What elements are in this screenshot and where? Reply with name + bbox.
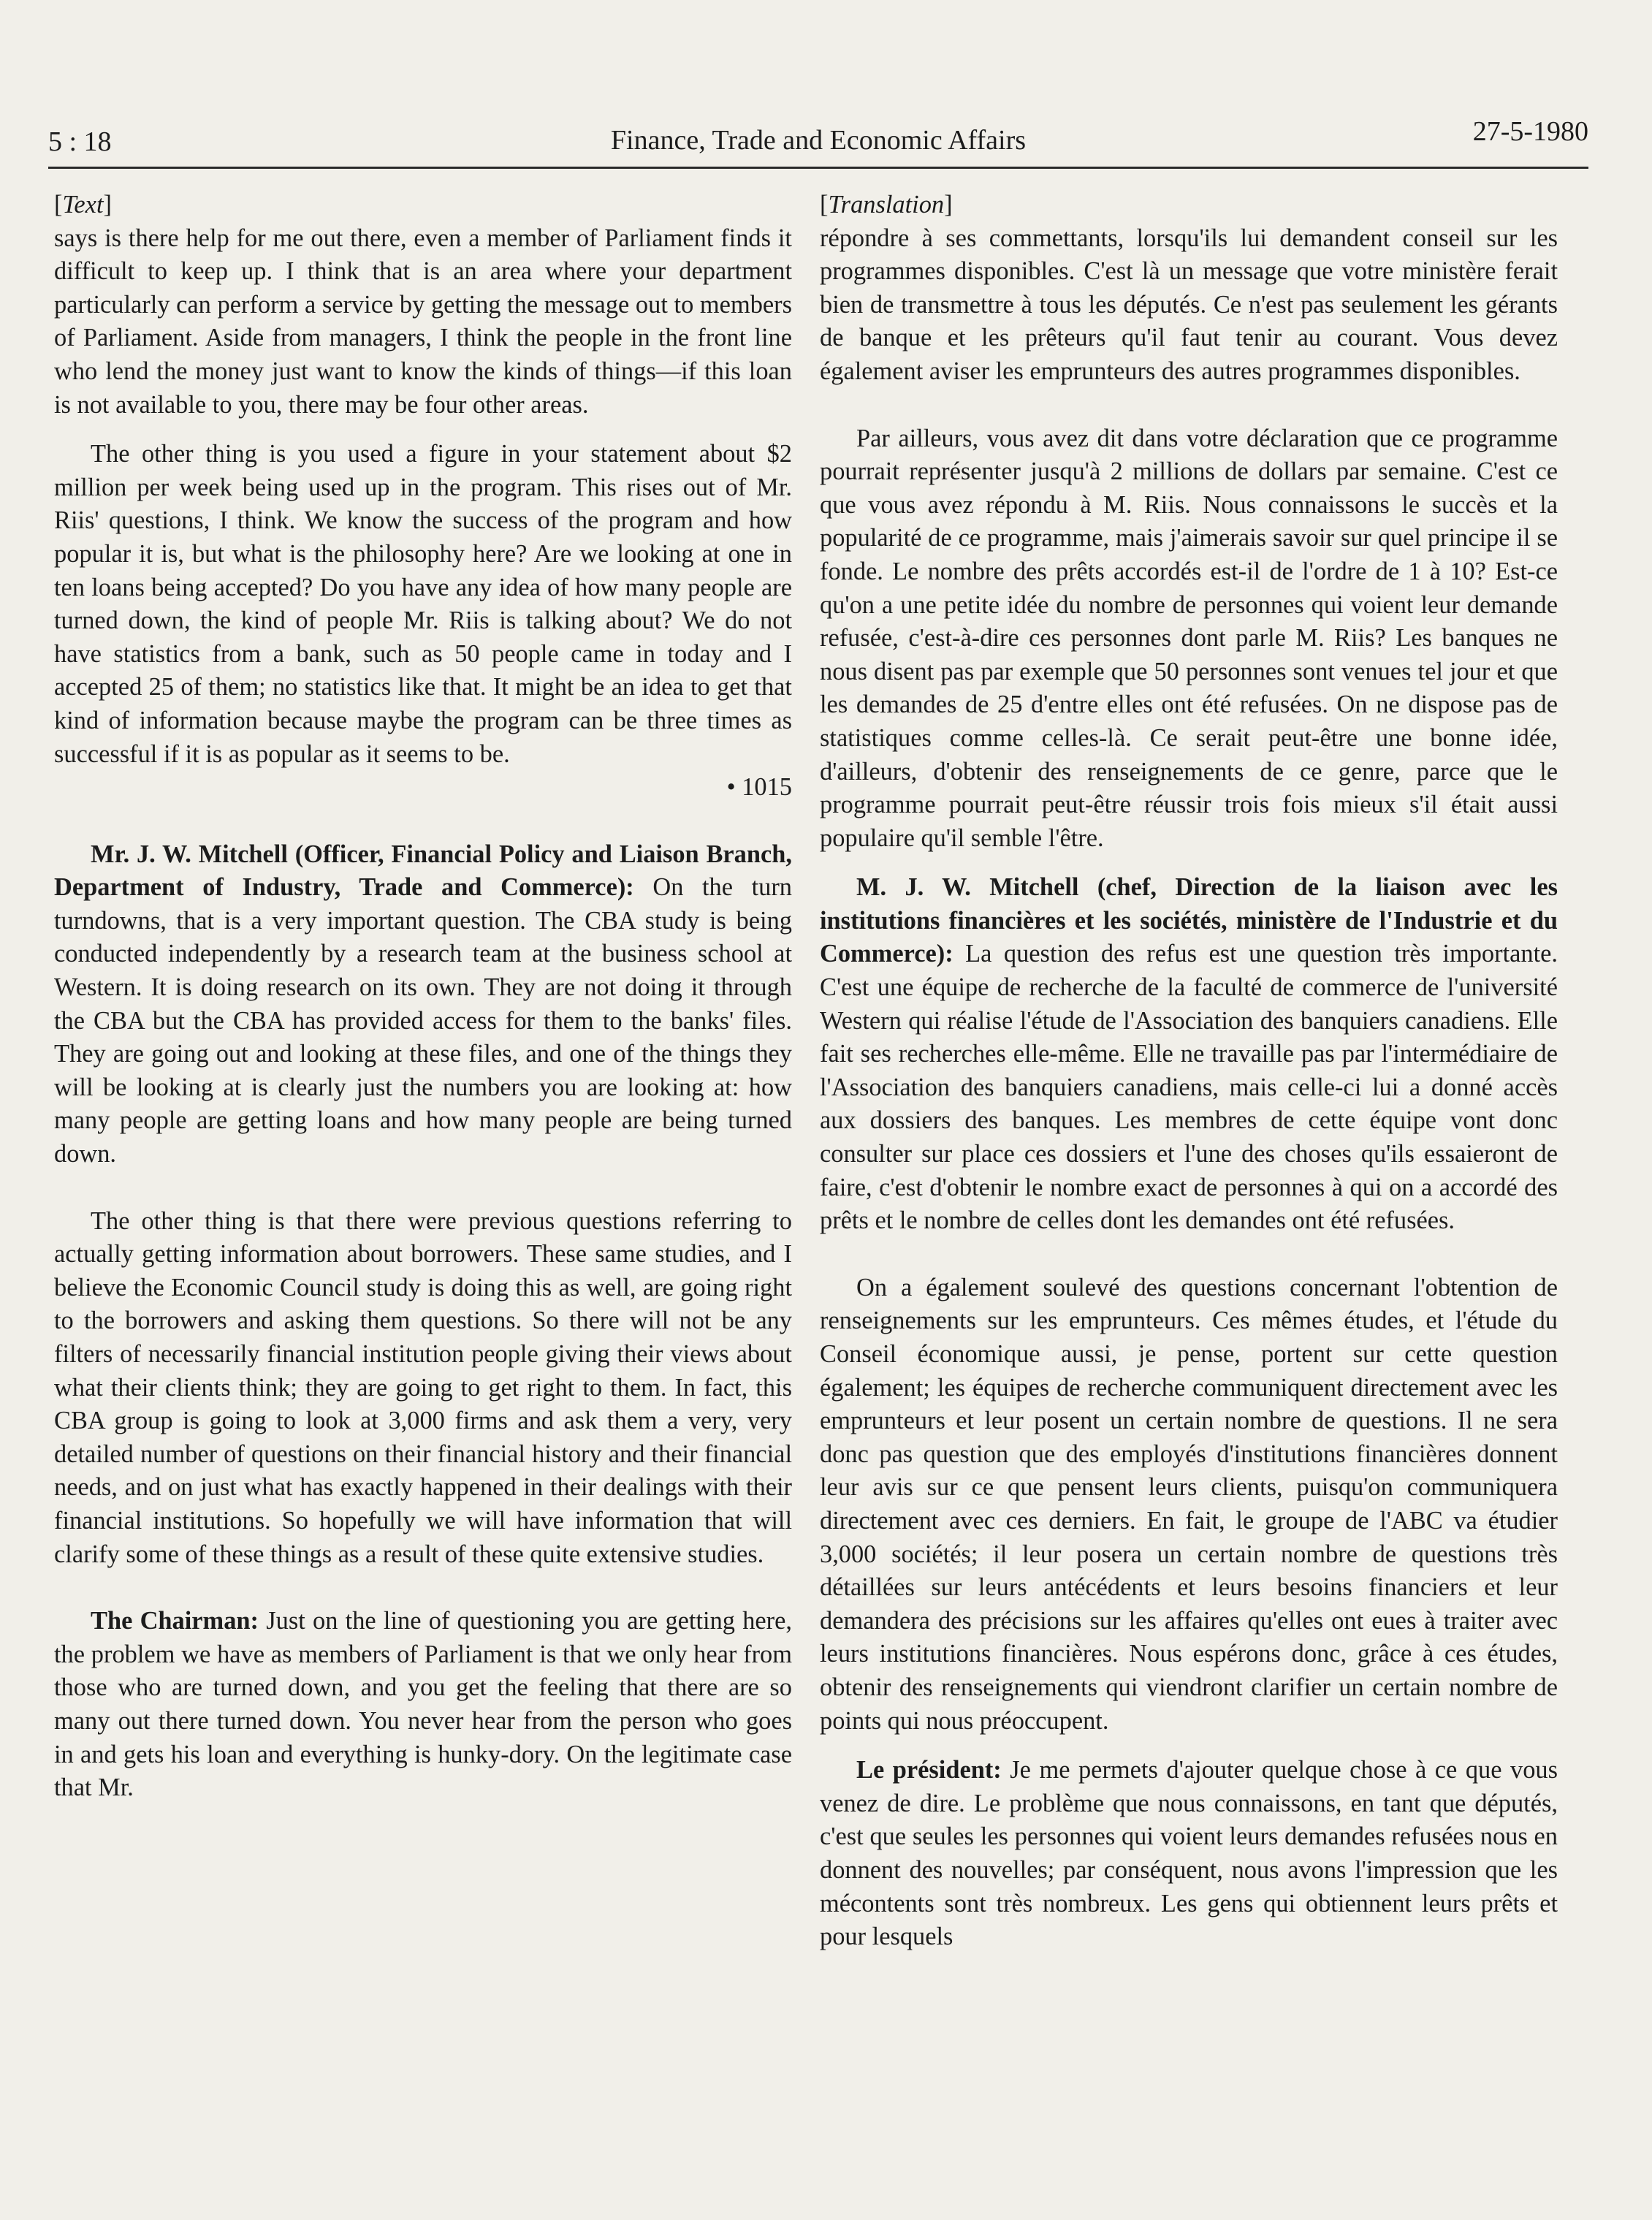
english-paragraph-4: The other thing is that there were previous questions referring to actually getting information about borrowers. These same studies, and I believe the Economic Council study is doing this as well, are going right to the borrowers and asking them questions. So there will not be any filters of necessarily financial institution people giving their views about what their clients think; they are going to get right to them. In fact, this CBA group is going to look at 3,000 firms and ask them a very, very detailed number of questions on their financial history and their financial needs, and on just what has exactly happened in their dealings with their financial institutions. So hopefully we will have information that will clarify some of these things as a result of these quite extensive studies.: [54, 1206, 792, 1568]
english-column: [54, 189, 792, 1805]
section-label-translation: [Translation]: [820, 191, 953, 218]
french-paragraph-4: On a également soulevé des questions concernant l'obtention de renseignements sur les emprunteurs. Ces mêmes études, et l'étude du Conseil économique aussi, je pense, portent sur cette question également; les équipes de recherche communiquent directement avec les emprunteurs et leur posent un certain nombre de questions. Il ne sera donc pas question que des employés d'institutions financières donnent leur avis sur ce que pensent leurs clients, puisqu'on communiquera directement avec ces derniers. En fait, le groupe de l'ABC va étudier 3,000 sociétés; il leur posera un certain nombre de questions très détaillées sur leurs antécédents et leurs besoins financiers et leur demandera des précisions sur les affaires qu'elles ont eues à traiter avec leurs institutions financières. Nous espérons donc, grâce à ces études, obtenir des renseignements qui viendront clarifier un certain nombre de points qui nous préoccupent.: [820, 1273, 1558, 1735]
english-paragraph-2: The other thing is you used a figure in your statement about $2 million per week being used up in the program. This rises out of Mr. Riis' questions, I think. We know the success of the program and how popular it is, but what is the philosophy here? Are we looking at one in ten loans being accepted? Do you have any idea of how many people are turned down, the kind of people Mr. Riis is talking about? We do not have statistics from a bank, such as 50 people came in today and I accepted 25 of them; no statistics like that. It might be an idea to get that kind of information because maybe the program can be three times as successful if it is as popular as it seems to be.: [54, 440, 792, 768]
header-title: Finance, Trade and Economic Affairs: [610, 125, 1027, 156]
speaker-mitchell-en: Mr. J. W. Mitchell (Officer, Financial Policy and Liaison Branch, Department of Industry, Trade and Commerce):: [54, 840, 792, 902]
header-date: 27-5-1980: [1472, 116, 1588, 147]
section-label-text: [Text]: [54, 191, 112, 218]
french-paragraph-2: Par ailleurs, vous avez dit dans votre déclaration que ce programme pourrait représenter jusqu'à 2 millions de dollars par semaine. C'est ce que vous avez répondu à M. Riis. Nous connaissons le succès et la popularité de ce programme, mais j'aimerais savoir sur quel principe il se fonde. Le nombre des prêts accordés est-il de l'ordre de 1 à 10? Est-ce qu'on a une petite idée du nombre de personnes qui voient leur demande refusée, c'est-à-dire ces personnes dont parle M. Riis? Les banques ne nous disent pas par exemple que 50 personnes sont venues tel jour et que les demandes de 25 d'entre elles ont été refusées. On ne dispose pas de statistiques comme celles-là. Ce serait peut-être une bonne idée, d'ailleurs, d'obtenir des renseignements de ce genre, parce que le programme pourrait peut-être réussir trois fois mieux s'il était aussi populaire qu'il semble l'être.: [820, 424, 1558, 852]
speaker-mitchell-fr: M. J. W. Mitchell (chef, Direction de la liaison avec les institutions financières et les sociétés, ministère de l'Industrie et du Commerce):: [820, 873, 1558, 968]
english-paragraph-5: The Chairman: Just on the line of questioning you are getting here, the problem we have as members of Parliament is that we only hear from those who are turned down, and you get the feeling that there are so many out there turned down. You never hear from the person who goes in and gets his loan and everything is hunky-dory. On the legitimate case that Mr.: [54, 1607, 793, 1802]
french-paragraph-1: répondre à ses commettants, lorsqu'ils lui demandent conseil sur les programmes disponibles. C'est là un message que votre ministère ferait bien de transmettre à tous les députés. Ce n'est pas seulement les gérants de banque et les prêteurs qu'il faut tenir au courant. Vous devez également aviser les emprunteurs des autres programmes disponibles.: [820, 224, 1558, 385]
french-paragraph-5: Le président: Je me permets d'ajouter quelque chose à ce que vous venez de dire. Le problème que nous connaissons, en tant que députés, c'est que seules les personnes qui voient leurs demandes refusées nous en donnent des nouvelles; par conséquent, nous avons l'impression que les mécontents sont très nombreux. Les gens qui obtiennent leurs prêts et pour lesquels: [820, 1756, 1558, 1951]
french-paragraph-3: M. J. W. Mitchell (chef, Direction de la liaison avec les institutions financières et les sociétés, ministère de l'Industrie et du Commerce): La question des refus est une question très importante. C'est une équipe de recherche de la faculté de commerce de l'université Western qui réalise l'étude de l'Association des banquiers canadiens. Elle fait ses recherches elle-même. Elle ne travaille pas par l'intermédiaire de l'Association des banquiers canadiens, mais celle-ci lui a donné accès aux dossiers des banques. Les membres de cette équipe vont donc consulter sur place ces dossiers et l'une des choses qu'ils essaieront de faire, c'est d'obtenir le nombre exact de personnes à qui on a accordé des prêts et le nombre de celles dont les demandes ont été refusées.: [820, 873, 1558, 1235]
french-column: [820, 189, 1558, 1954]
time-marker: • 1015: [726, 773, 792, 802]
speaker-chairman-en: The Chairman:: [91, 1607, 259, 1635]
english-paragraph-3: Mr. J. W. Mitchell (Officer, Financial Policy and Liaison Branch, Department of Industry, Trade and Commerce): On the turn turndowns, that is a very important question. The CBA study is being conducted independently by a research team at the business school at Western. It is doing research on its own. They are not doing it through the CBA but the CBA has provided access for them to the banks' files. They are going out and looking at these files, and one of the things they will be looking at is clearly just the numbers you are looking at: how many people are getting loans and how many people are being turned down.: [54, 840, 792, 1168]
page-number: 5 : 18: [48, 126, 112, 157]
speaker-chairman-fr: Le président:: [856, 1756, 1002, 1784]
english-paragraph-1: says is there help for me out there, even a member of Parliament finds it difficult to keep up. I think that is an area where your department particularly can perform a service by getting the message out to members of Parliament. Aside from managers, I think the people in the front line who lend the money just want to know the kinds of things—if this loan is not available to you, there may be four other areas.: [54, 224, 792, 419]
page-header: [48, 115, 1588, 169]
